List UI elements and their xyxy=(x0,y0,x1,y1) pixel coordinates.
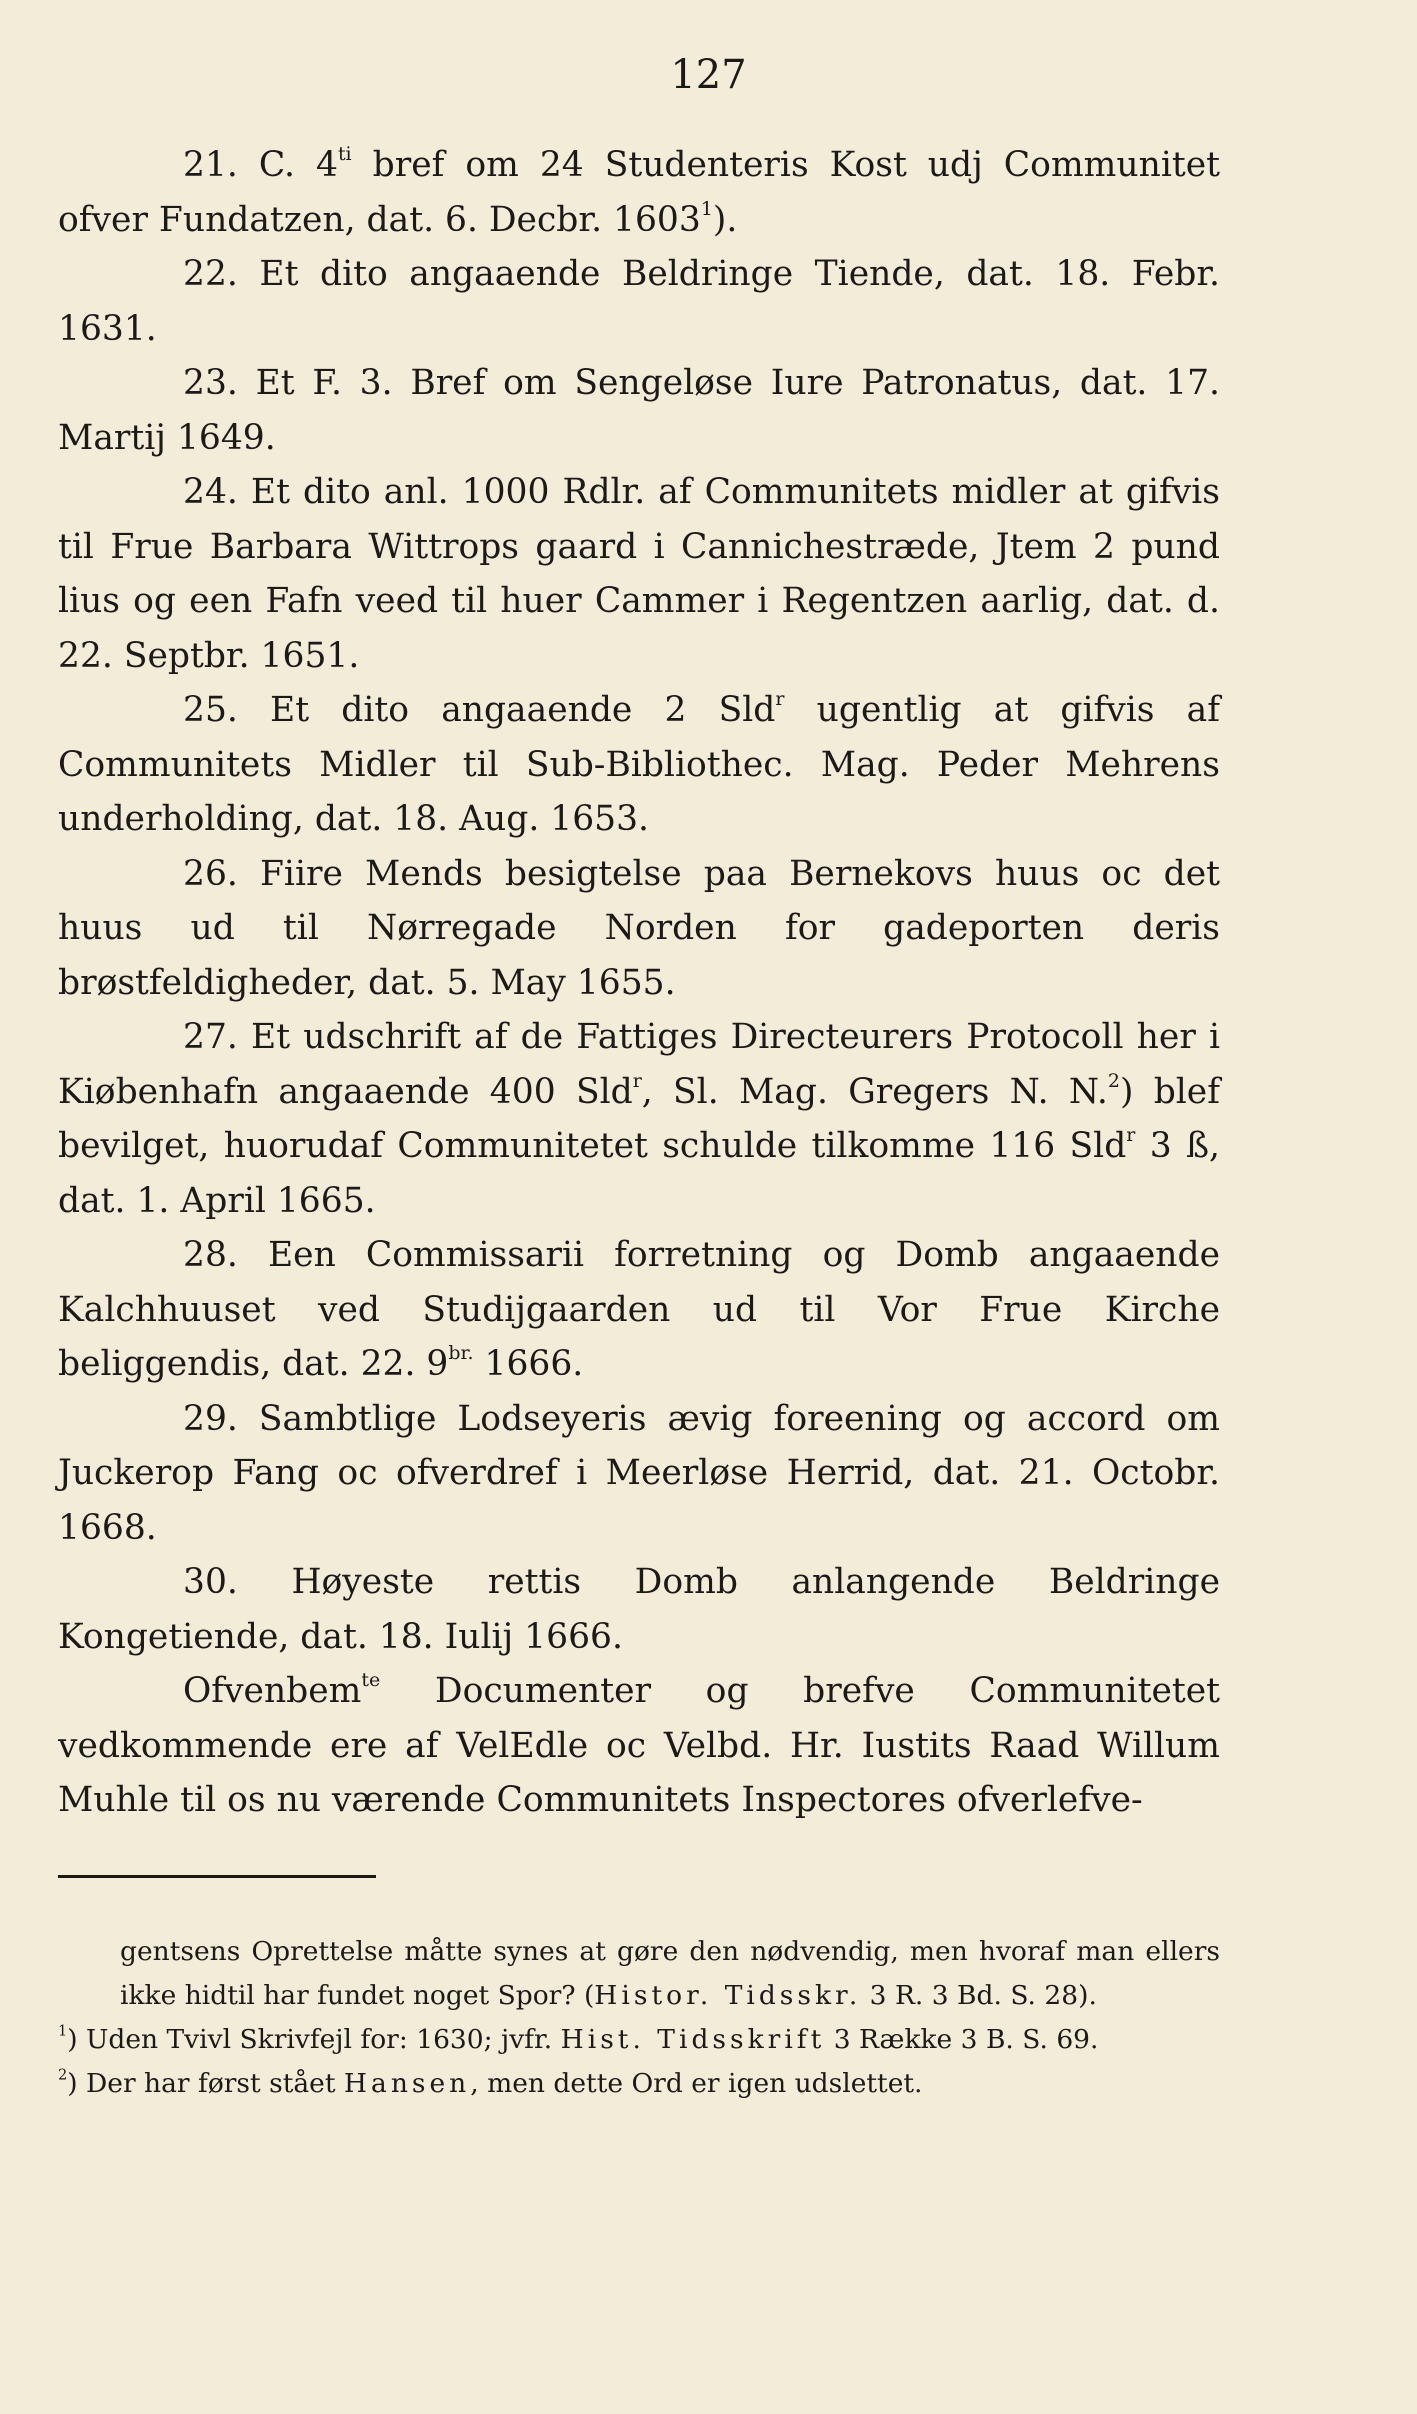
entry-21: 21. C. $4^{ti}$ bref om 24 Studenteris Kost udj Communitet ofver Fundatzen, dat. 6. Decbr. 1603$^1$). xyxy=(58,142,1220,240)
entry-28: 28. Een Commissarii forretning og Domb angaaende Kalchhuuset ved Studijgaarden ud til Vor Frue Kirche beliggendis, dat. 22. $9^{br.}$ 1666. xyxy=(58,1235,1220,1384)
entry-27: 27. Et udschrift af de Fattiges Directeurers Protocoll her i Kiøbenhafn angaaende 400 Sld$^r$, Sl. Mag. Gregers N. N.$^2$) blef bevilget, huorudaf Communitetet schulde tilkomme 116 Sld$^r$ 3 ß, dat. 1. April 1665. xyxy=(58,1017,1221,1221)
entry-22: 22. Et dito angaaende Beldringe Tiende, dat. 18. Febr. 1631. xyxy=(58,254,1221,349)
footnote-1: $^1$) Uden Tvivl Skrivfejl for: 1630; jvfr. Hist. Tidsskrift 3 Række 3 B. S. 69. xyxy=(58,2022,1099,2055)
footnote-2: $^2$) Der har først stået Hansen, men dette Ord er igen udslettet. xyxy=(58,2066,923,2099)
entry-30: 30. Høyeste rettis Domb anlangende Beldringe Kongetiende, dat. 18. Iulij 1666. xyxy=(58,1562,1220,1657)
footnotes xyxy=(58,1930,1220,2106)
entry-23: 23. Et F. 3. Bref om Sengeløse Iure Patronatus, dat. 17. Martij 1649. xyxy=(58,363,1221,458)
body-text xyxy=(58,138,1220,1828)
entry-25: 25. Et dito angaaende 2 Sld$^r$ ugentlig at gifvis af Communitets Midler til Sub-Bibliothec. Mag. Peder Mehrens underholding, dat. 18. Aug. 1653. xyxy=(58,687,1220,839)
footnote-divider xyxy=(58,1875,376,1878)
closing-paragraph: Ofvenbem$^{te}$ Documenter og brefve Communitetet vedkommende ere af VelEdle oc Velbd. Hr. Iustits Raad Willum Muhle til os nu værende Communitets Inspectores ofverlefve- xyxy=(58,1668,1220,1820)
entry-29: 29. Sambtlige Lodseyeris ævig foreening og accord om Juckerop Fang oc ofverdref i Meerløse Herrid, dat. 21. Octobr. 1668. xyxy=(58,1398,1220,1548)
entry-26: 26. Fiire Mends besigtelse paa Bernekovs huus oc det huus ud til Nørregade Norden for gadeporten deris brøstfeldigheder, dat. 5. May 1655. xyxy=(58,853,1220,1003)
page-number: 127 xyxy=(670,52,747,98)
footnote-continuation: gentsens Oprettelse måtte synes at gøre den nødvendig, men hvoraf man ellers ikke hidtil har fundet noget Spor? (Histor. Tidsskr. 3 R. 3 Bd. S. 28). xyxy=(120,1936,1220,2011)
entry-24: 24. Et dito anl. 1000 Rdlr. af Communitets midler at gifvis til Frue Barbara Wittrops gaard i Cannichestræde, Jtem 2 pund lius og een Fafn veed til huer Cammer i Regentzen aarlig, dat. d. 22. Septbr. 1651. xyxy=(58,472,1221,676)
